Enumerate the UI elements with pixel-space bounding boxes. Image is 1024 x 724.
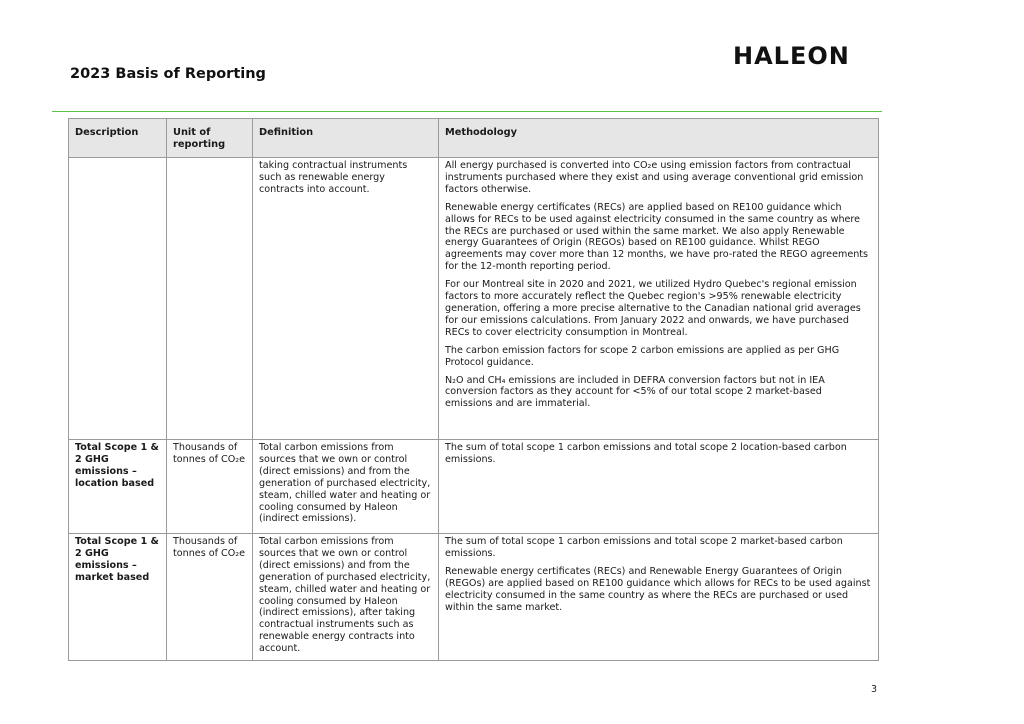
table-header-row: [69, 119, 879, 158]
methodology-paragraph: The sum of total scope 1 carbon emissions and total scope 2 location-based carbon emissions.: [445, 442, 847, 465]
methodology-paragraph: The sum of total scope 1 carbon emissions and total scope 2 market-based carbon emissions.: [445, 536, 843, 559]
column-header-unit: Unit of reporting: [167, 119, 253, 158]
definition-cell: Total carbon emissions from sources that we own or control (direct emissions) and from the generation of purchased electricity, steam, chilled water and heating or cooling consumed by Haleon (indirect emissions), after taking contractual instruments such as renewable energy contracts into account.: [253, 534, 439, 661]
haleon-logo: HALEON: [733, 42, 850, 70]
page-title: 2023 Basis of Reporting: [70, 66, 266, 82]
description-cell: Total Scope 1 & 2 GHG emissions – location based: [69, 440, 167, 534]
methodology-cell: [439, 534, 879, 661]
page-number: 3: [871, 684, 878, 695]
unit-cell: Thousands of tonnes of CO₂e: [167, 440, 253, 534]
definition-cell: taking contractual instruments such as renewable energy contracts into account.: [253, 158, 439, 440]
unit-cell: Thousands of tonnes of CO₂e: [167, 534, 253, 661]
methodology-paragraph: All energy purchased is converted into CO₂e using emission factors from contractual instruments purchased where they exist and using average conventional grid emission factors otherwise.: [445, 160, 864, 195]
methodology-paragraph: Renewable energy certificates (RECs) and Renewable Energy Guarantees of Origin (REGOs) are applied based on RE100 guidance which allows for RECs to be used against electricity consumed in the same country as where the RECs are purchased or used within the same market.: [445, 565, 871, 613]
methodology-cell: [439, 158, 879, 440]
basis-of-reporting-table: [68, 118, 879, 661]
table-row: [69, 534, 879, 661]
description-cell: [69, 158, 167, 440]
column-header-description: Description: [69, 119, 167, 158]
methodology-paragraph: Renewable energy certificates (RECs) are applied based on RE100 guidance which allows for RECs to be used against electricity consumed in the same country as where the RECs are purchased or used within the same market. We also apply Renewable energy Guarantees of Origin (REGOs) based on RE100 guidance. Whilst REGO agreements may cover more than 12 months, we have pro-rated the REGO agreements for the 12-month reporting period.: [445, 201, 869, 273]
methodology-cell: [439, 440, 879, 534]
definition-cell: Total carbon emissions from sources that we own or control (direct emissions) and from the generation of purchased electricity, steam, chilled water and heating or cooling consumed by Haleon (indirect emissions).: [253, 440, 439, 534]
methodology-paragraph: N₂O and CH₄ emissions are included in DEFRA conversion factors but not in IEA conversion factors as they account for <5% of our total scope 2 market-based emissions and are immaterial.: [445, 374, 825, 410]
table-row: [69, 440, 879, 534]
column-header-methodology: Methodology: [439, 119, 879, 158]
header-divider: [52, 111, 882, 112]
unit-cell: [167, 158, 253, 440]
column-header-definition: Definition: [253, 119, 439, 158]
table-row: [69, 158, 879, 440]
methodology-paragraph: The carbon emission factors for scope 2 carbon emissions are applied as per GHG Protocol guidance.: [445, 344, 840, 368]
description-cell: Total Scope 1 & 2 GHG emissions – market based: [69, 534, 167, 661]
methodology-paragraph: For our Montreal site in 2020 and 2021, we utilized Hydro Quebec's regional emission factors to more accurately reflect the Quebec region's >95% renewable electricity generation, offering a more precise alternative to the Canadian national grid averages for our emissions calculations. From January 2022 and onwards, we have purchased RECs to cover electricity consumption in Montreal.: [445, 279, 861, 338]
